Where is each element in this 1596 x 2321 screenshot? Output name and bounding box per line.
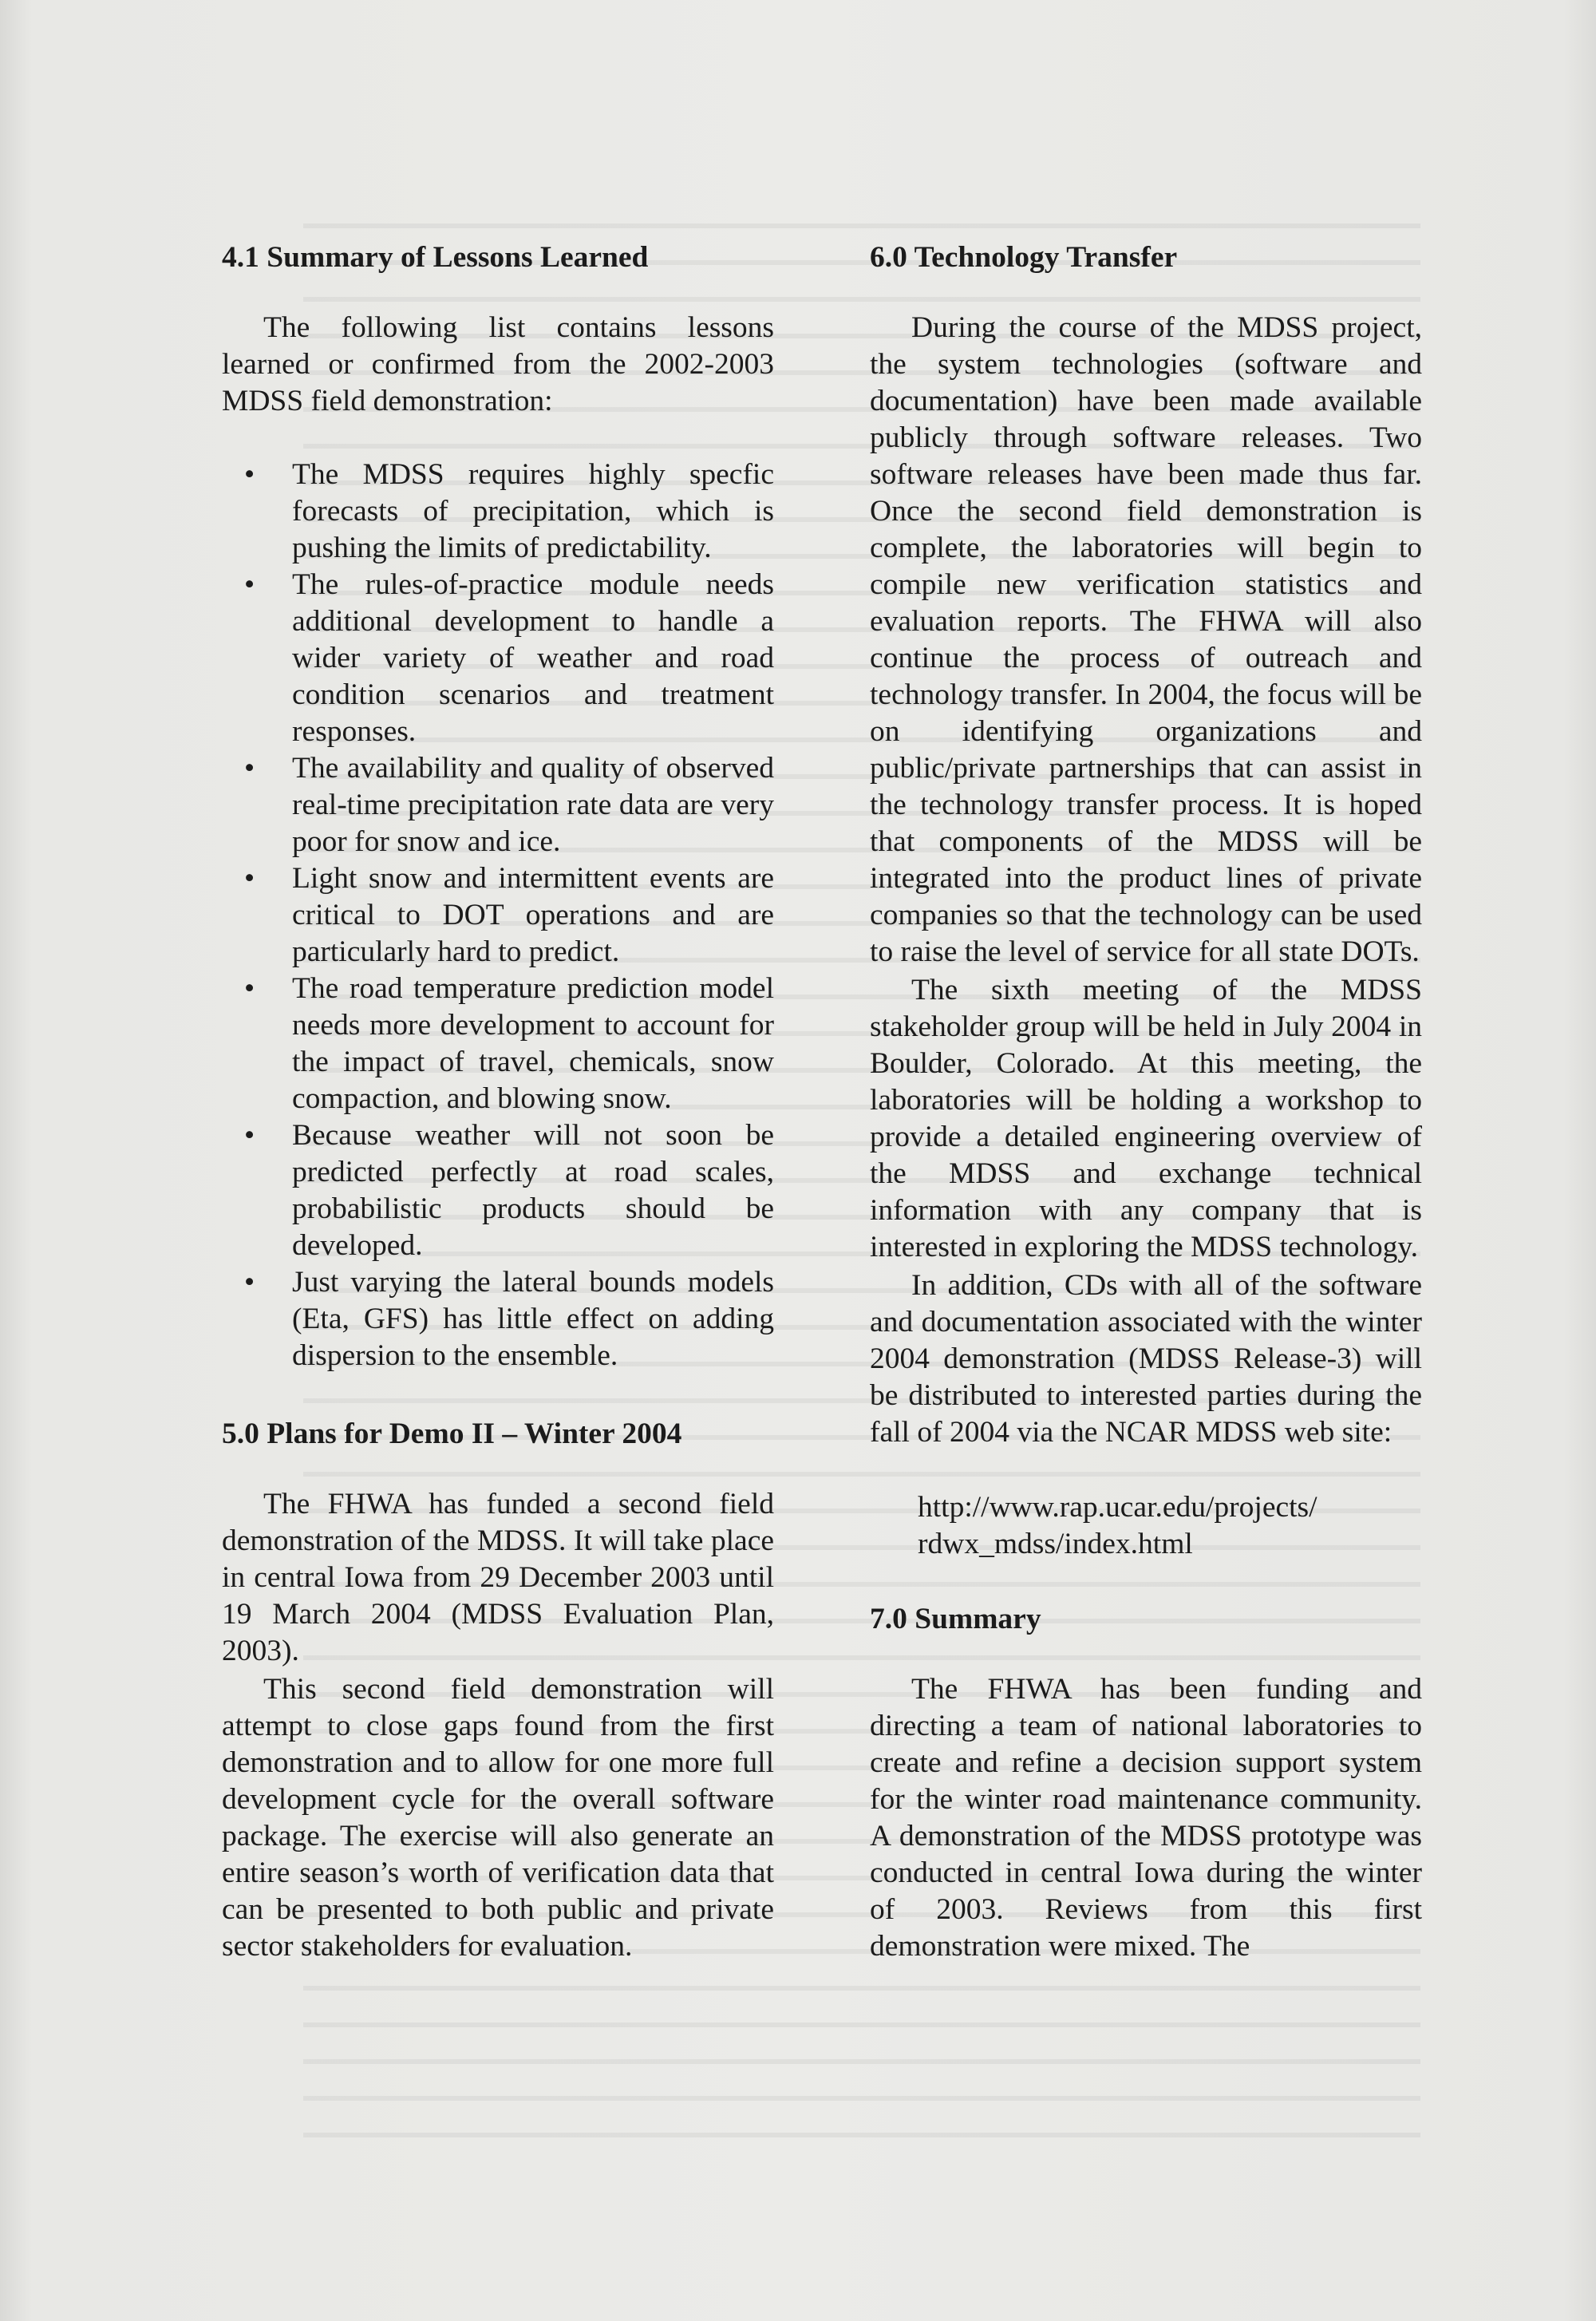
- bullet-icon: •: [244, 752, 255, 785]
- paragraph: This second field demonstration will attempt to close gaps found from the first demonstration and to allow for one more full development cycle for the overall software package. The exercise will also generate an entire season’s worth of verification data that can be presented to both public and private sector stakeholders for evaluation.: [222, 1673, 774, 1963]
- list-item: • Just varying the lateral bounds models (Eta, GFS) has little effect on adding dispersion to the ensemble.: [244, 1266, 774, 1372]
- url-line: rdwx_mdss/index.html: [918, 1528, 1193, 1560]
- bullet-icon: •: [244, 972, 255, 1005]
- lessons-list: [222, 457, 774, 1374]
- right-column: [870, 239, 1422, 1965]
- list-item: • The availability and quality of observed real-time precipitation rate data are very poor for snow and ice.: [244, 752, 774, 858]
- list-item: • The rules-of-practice module needs additional development to handle a wider variety of weather and road condition scenarios and treatment responses.: [244, 568, 774, 748]
- paragraph: The FHWA has funded a second field demonstration of the MDSS. It will take place in central Iowa from 29 December 2003 until 19 March 2004 (MDSS Evaluation Plan, 2003).: [222, 1488, 774, 1667]
- web-address: [918, 1489, 1422, 1563]
- list-item: • Light snow and intermittent events are critical to DOT operations and are particularly hard to predict.: [244, 862, 774, 968]
- bullet-icon: •: [244, 568, 255, 601]
- list-item: • Because weather will not soon be predicted perfectly at road scales, probabilistic products should be developed.: [244, 1119, 774, 1262]
- url-line: http://www.rap.ucar.edu/projects/: [918, 1491, 1317, 1524]
- list-item: • The road temperature prediction model needs more development to account for the impact of travel, chemicals, snow compaction, and blowing snow.: [244, 972, 774, 1115]
- heading-summary: 7.0 Summary: [870, 1603, 1041, 1635]
- heading-lessons-learned: 4.1 Summary of Lessons Learned: [222, 241, 649, 274]
- paragraph: In addition, CDs with all of the software and documentation associated with the winter 2004 demonstration (MDSS Release-3) will be distributed to interested parties during the fall of 2004 via the NCAR MDSS web site:: [870, 1269, 1422, 1449]
- paragraph: The sixth meeting of the MDSS stakeholder group will be held in July 2004 in Boulder, Colorado. At this meeting, the laboratories will be holding a workshop to provide a detailed engineering overview of the MDSS and exchange technical information with any company that is interested in exploring the MDSS technology.: [870, 974, 1422, 1263]
- left-column: [222, 239, 774, 1965]
- list-item: • The MDSS requires highly specfic forecasts of precipitation, which is pushing the limits of predictability.: [244, 458, 774, 564]
- paragraph: During the course of the MDSS project, the system technologies (software and documentation) have been made available publicly through software releases. Two software releases have been made thus far. Once the second field demonstration is complete, the laboratories will begin to compile new verification statistics and evaluation reports. The FHWA will also continue the process of outreach and technology transfer. In 2004, the focus will be on identifying organizations and public/private partnerships that can assist in the technology transfer process. It is hoped that components of the MDSS will be integrated into the product lines of private companies so that the technology can be used to raise the level of service for all state DOTs.: [870, 311, 1422, 968]
- lessons-intro: The following list contains lessons learned or confirmed from the 2002-2003 MDSS field demonstration:: [222, 311, 774, 417]
- bullet-icon: •: [244, 862, 255, 895]
- bullet-icon: •: [244, 458, 255, 491]
- heading-plans-demo-ii: 5.0 Plans for Demo II – Winter 2004: [222, 1418, 682, 1450]
- bullet-icon: •: [244, 1266, 255, 1299]
- paragraph: The FHWA has been funding and directing a team of national laboratories to create and refine a decision support system for the winter road maintenance community. A demonstration of the MDSS prototype was conducted in central Iowa during the winter of 2003. Reviews from this first demonstration were mixed. The: [870, 1673, 1422, 1963]
- heading-technology-transfer: 6.0 Technology Transfer: [870, 241, 1178, 274]
- bullet-icon: •: [244, 1119, 255, 1152]
